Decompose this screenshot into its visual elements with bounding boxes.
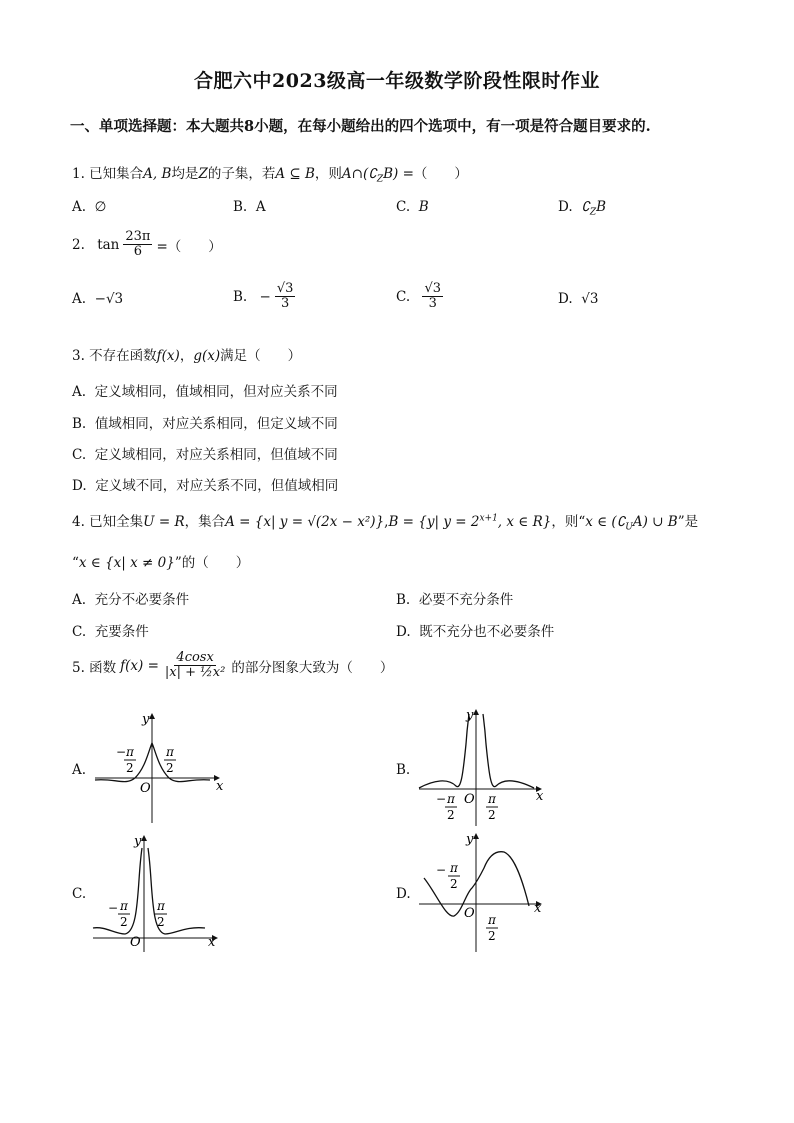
q1-option-a[interactable]: A. ∅	[72, 199, 107, 215]
tick-two: 2	[126, 761, 134, 775]
q4-option-c[interactable]: C. 充要条件	[72, 624, 149, 640]
tick-pi: π	[488, 792, 496, 806]
tick-two: 2	[157, 915, 165, 929]
q1-option-c[interactable]: C. B	[396, 199, 429, 215]
q2-option-c[interactable]: C. $\frac{√3}{3}$	[396, 281, 441, 312]
origin-label: O	[130, 935, 141, 950]
q3-option-d[interactable]: D. 定义域不同，对应关系不同，但值域相同	[72, 478, 339, 494]
section-heading: 一、单项选择题：本大题共8小题，在每小题给出的四个选项中，有一项是符合题目要求的.	[70, 118, 651, 135]
tick-two: 2	[450, 877, 458, 891]
q5-fraction: $\frac{4\cos x}{\text{|x| + ½x²}}$	[164, 650, 226, 681]
tick-two: 2	[447, 808, 455, 822]
x-axis-label: x	[216, 779, 224, 794]
x-axis-label: x	[534, 901, 542, 916]
y-axis-label: y	[134, 834, 142, 849]
tick-minus: −	[108, 901, 119, 915]
tick-pi: π	[166, 745, 174, 759]
y-axis-label: y	[466, 832, 474, 847]
q4-option-d[interactable]: D. 既不充分也不必要条件	[396, 624, 555, 640]
tick-two: 2	[488, 929, 496, 943]
tick-pi: π	[488, 913, 496, 927]
q2-option-a[interactable]: A. −√3	[72, 291, 124, 307]
tick-minus: −	[436, 792, 447, 806]
origin-label: O	[140, 781, 151, 796]
q5-option-b-label[interactable]: B.	[396, 762, 411, 778]
question-3-stem: 3. 不存在函数f(x)，g(x)满足（ ）	[72, 348, 302, 364]
q2-option-b[interactable]: B. − $\frac{√3}{3}$	[233, 281, 294, 312]
q5-option-c-label[interactable]: C.	[72, 886, 87, 902]
x-axis-label: x	[208, 935, 216, 950]
page-title: 合肥六中2023级高一年级数学阶段性限时作业	[194, 70, 600, 92]
q2-fraction: $\frac{23\pi}{6}$	[125, 229, 151, 260]
tick-minus: −	[116, 745, 127, 759]
question-4-stem-line2: “x ∈ {x| x ≠ 0}”的（ ）	[72, 555, 250, 571]
q5-graph-b[interactable]	[414, 704, 554, 828]
q5-graph-d[interactable]	[414, 828, 554, 954]
y-axis-label: y	[466, 708, 474, 723]
q5-option-a-label[interactable]: A.	[72, 762, 87, 778]
q4-option-b[interactable]: B. 必要不充分条件	[396, 592, 514, 608]
q4-option-a[interactable]: A. 充分不必要条件	[72, 592, 190, 608]
tick-minus: −	[436, 863, 447, 877]
question-2-stem: 2. tan $\frac{23\pi}{6}$ =（ ）	[72, 229, 222, 260]
q5-graph-a[interactable]	[90, 708, 230, 828]
q1-option-b[interactable]: B. A	[233, 199, 266, 215]
q1-option-d[interactable]: D. $∁_ZB$	[558, 199, 607, 218]
q5-graph-c[interactable]	[90, 830, 230, 954]
tick-two: 2	[488, 808, 496, 822]
tick-two: 2	[166, 761, 174, 775]
tick-two: 2	[120, 915, 128, 929]
x-axis-label: x	[536, 789, 544, 804]
y-axis-label: y	[142, 712, 150, 727]
q3-option-c[interactable]: C. 定义域相同，对应关系相同，但值域不同	[72, 447, 338, 463]
origin-label: O	[464, 792, 475, 807]
tick-pi: π	[126, 745, 134, 759]
tick-pi: π	[450, 861, 458, 875]
origin-label: O	[464, 906, 475, 921]
q5-option-d-label[interactable]: D.	[396, 886, 411, 902]
q2-option-d[interactable]: D. √3	[558, 291, 599, 307]
q3-option-a[interactable]: A. 定义域相同，值域相同，但对应关系不同	[72, 384, 338, 400]
tick-pi: π	[447, 792, 455, 806]
tick-pi: π	[120, 899, 128, 913]
question-1-stem: 1. 已知集合A, B均是Z的子集，若A ⊆ B，则$A\cap(∁_ZB)$ =（ ）	[72, 166, 468, 185]
question-4-stem-line1: 4. 已知全集U = R，集合A = {x| y = √(2x − x²)},B = {y| $y = 2^{x+1}$, x ∈ R}，则“x ∈ $(∁_UA)$ ∪ B”是	[72, 513, 699, 533]
question-5-stem: 5. 函数 f(x) = $\frac{4\cos x}{\text{|x| + ½x²}}$ 的部分图象大致为（ ）	[72, 650, 394, 681]
tick-pi: π	[157, 899, 165, 913]
q3-option-b[interactable]: B. 值域相同，对应关系相同，但定义域不同	[72, 416, 338, 432]
